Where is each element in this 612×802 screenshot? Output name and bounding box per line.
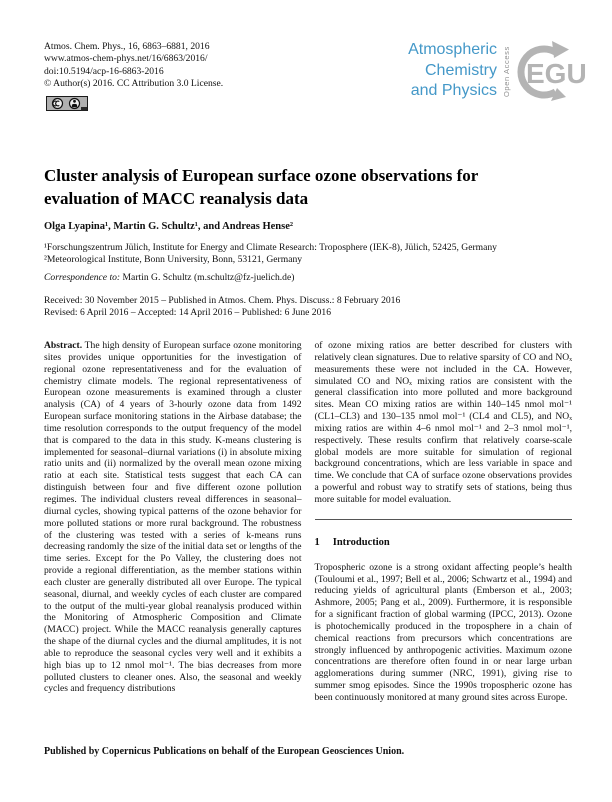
- abstract-continuation: of ozone mixing ratios are better described for clusters with relatively clean signatures. Due to relative sparsity of CO and NOₓ measurements these were not included in the CA. However, simulated CO and NOₓ mixing ratios are consistent with the general classification into more polluted and more background sites. Mean CO mixing ratios are within 140–145 nmol mol⁻¹ (CL1–CL3) and 130–135 nmol mol⁻¹ (CL4 and CL5), and NOₓ mixing ratios are within 4–6 nmol mol⁻¹ and 2–3 nmol mol⁻¹, respectively. These results confirm that relatively coarse-scale global models are more suitable for simulation of regional background concentrations, which are less variable in space and time. We conclude that CA of surface ozone observations provides a powerful and robust way to stratify sets of stations, being thus more suitable for model evaluation.: [314, 340, 572, 505]
- dates-block: [44, 295, 400, 319]
- publisher-footer: Published by Copernicus Publications on behalf of the European Geosciences Union.: [44, 746, 405, 757]
- correspondence-contact: Martin G. Schultz (m.schultz@fz-juelich.de): [122, 272, 295, 283]
- affiliations-block: [44, 242, 497, 266]
- correspondence-label: Correspondence to:: [44, 272, 121, 283]
- affiliation-1: ¹Forschungszentrum Jülich, Institute for Energy and Climate Research: Troposphere (IEK-8), Jülich, 52425, Germany: [44, 242, 497, 253]
- authors-line: Olga Lyapina¹, Martin G. Schultz¹, and Andreas Hense²: [44, 221, 294, 232]
- journal-citation: Atmos. Chem. Phys., 16, 6863–6881, 2016: [44, 41, 210, 52]
- section-divider: [315, 519, 573, 520]
- citation-block: [44, 41, 223, 91]
- abstract-text-col1: The high density of European surface ozone monitoring sites provides unique opportunities for the investigation of regional ozone representativeness and for the evaluation of chemistry climate models. The regional representativeness of European ozone measurements is examined through a cluster analysis (CA) of 4 years of 3-hourly ozone data from 1492 European surface monitoring stations in the Airbase database; the time resolution corresponds to the output frequency of the model that is compared to the data in this study. K-means clustering is implemented for seasonal–diurnal variations (i) in absolute mixing ratio units and (ii) normalized by the overall mean ozone mixing ratio at each site. Statistical tests suggest that each CA can distinguish between four and five different ozone pollution regimes. The individual clusters reveal differences in seasonal–diurnal cycles, showing typical patterns of the ozone behavior for more polluted stations or more rural background. The robustness of the clustering was tested with a series of k-means runs decreasing randomly the size of the initial data set or lengths of the time series. Except for the Po Valley, the clustering does not provide a regional differentiation, as the member stations within each cluster are generally distributed all over Europe. The typical seasonal, diurnal, and weekly cycles of each cluster are compared to the output of the multi-year global reanalysis produced within the Monitoring of Atmospheric Composition and Climate (MACC) project. While the MACC reanalysis generally captures the shape of the diurnal cycles and the diurnal amplitudes, it is not able to reproduce the seasonal cycles very well and it exhibits a high bias up to 12 nmol mol⁻¹. The bias decreases from more polluted clusters to cleaner ones. Also, the seasonal and weekly cycles and frequency distributions: [44, 340, 302, 695]
- cc-by-badge-icon: [46, 96, 88, 116]
- introduction-paragraph: Tropospheric ozone is a strong oxidant affecting people’s health (Touloumi et al., 1997; Bell et al., 2006; Schwartz et al., 1994) and reducing yields of agricultural plants (Emberson et al., 2003; Ashmore, 2005; Pang et al., 2009). Furthermore, it is responsible for a significant fraction of global warming (IPCC, 2013). Ozone is photochemically produced in the troposphere in a chain of chemical reactions from precursors which concentrations are strongly influenced by anthropogenic activities. Maximum ozone concentrations are therefore often found in or near large urban agglomerations during summer (NRC, 1991), giving rise to summer smog episodes. Since the 1990s tropospheric ozone has been continuously monitored at many ground sites across Europe.: [314, 561, 572, 703]
- title-line-2: evaluation of MACC reanalysis data: [44, 189, 309, 208]
- affiliation-2: ²Meteorological Institute, Bonn University, Bonn, 53121, Germany: [44, 253, 303, 265]
- left-column: [44, 340, 302, 704]
- journal-name-line: and Physics: [410, 82, 497, 99]
- journal-brand: [408, 36, 588, 111]
- article-url: www.atmos-chem-phys.net/16/6863/2016/: [44, 53, 208, 65]
- journal-wordmark: [408, 36, 497, 102]
- page-title: [44, 164, 572, 210]
- egu-logo-icon: [516, 36, 588, 111]
- abstract-paragraph: [44, 340, 302, 695]
- right-column: [315, 340, 573, 704]
- section-number: 1: [314, 536, 320, 548]
- body-columns: [44, 340, 572, 704]
- open-access-label: Open Access: [502, 46, 511, 98]
- license-note: © Author(s) 2016. CC Attribution 3.0 License.: [44, 78, 224, 90]
- doi: doi:10.5194/acp-16-6863-2016: [44, 65, 164, 77]
- journal-name-line: Atmospheric: [408, 41, 497, 58]
- abstract-label: Abstract.: [44, 340, 83, 351]
- title-line-1: Cluster analysis of European surface ozone observations for: [44, 166, 479, 185]
- section-title: Introduction: [332, 536, 390, 548]
- journal-name-line: Chemistry: [424, 61, 497, 79]
- correspondence-line: [44, 272, 294, 283]
- revised-line: Revised: 6 April 2016 – Accepted: 14 April 2016 – Published: 6 June 2016: [44, 306, 331, 318]
- egu-logo-text: EGU: [526, 58, 587, 89]
- section-heading-introduction: [315, 537, 573, 549]
- received-line: Received: 30 November 2015 – Published in Atmos. Chem. Phys. Discuss.: 8 February 2016: [44, 295, 401, 306]
